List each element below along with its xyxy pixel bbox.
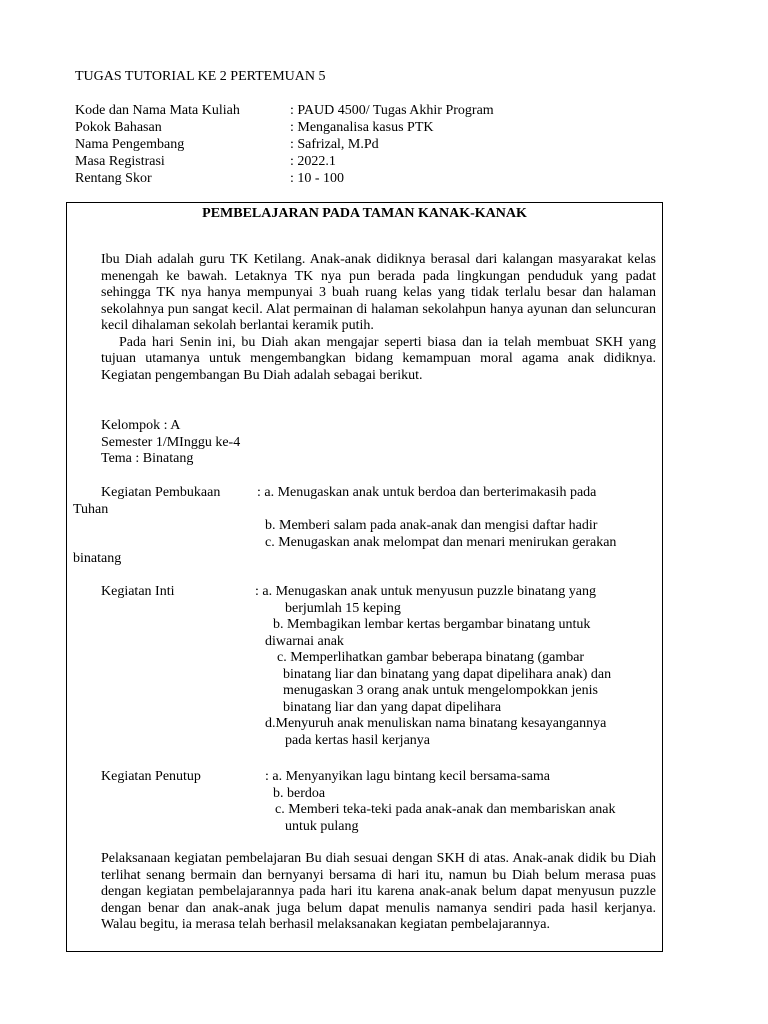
core-item-d-cont: pada kertas hasil kerjanya [285, 732, 430, 748]
semester-line: Semester 1/MInggu ke-4 [101, 434, 241, 450]
paragraph-1: Ibu Diah adalah guru TK Ketilang. Anak-anak didiknya berasal dari kalangan masyarakat kelas menengah ke bawah. Letaknya TK nya pun berada pada lingkungan penduduk yang padat sehingga TK nya hanya mempunyai 3 buah ruang kelas yang tidak terlalu besar dan halaman sekolahnya pun sangat kecil. Alat permainan di halaman sekolahpun hanya ayunan dan seluncuran kecil dihalaman sekolah berlantai keramik putih. [101, 252, 656, 333]
tema-line: Tema : Binatang [101, 451, 194, 466]
core-item-c: c. Memperlihatkan gambar beberapa binatang (gambar [277, 650, 585, 665]
opening-activities [67, 485, 660, 570]
course-info-label: Nama Pengembang [75, 137, 185, 152]
kelompok-line: Kelompok : A [101, 418, 181, 433]
closing-item-a: : a. Menyanyikan lagu bintang kecil bersama-sama [265, 769, 550, 784]
core-activities [67, 584, 660, 754]
closing-activities [67, 769, 660, 839]
case-title: PEMBELAJARAN PADA TAMAN KANAK-KANAK [202, 206, 527, 221]
core-item-a: : a. Menugaskan anak untuk menyusun puzzle binatang yang [255, 584, 596, 599]
paragraph-3: Pelaksanaan kegiatan pembelajaran Bu diah sesuai dengan SKH di atas. Anak-anak didik bu Diah terlihat senang bermain dan bernyanyi bersama di hari itu, namun bu Diah belum merasa puas dengan kegiatan pembelajarannya pada hari itu karena anak-anak belum dapat menyusun puzzle dengan benar dan anak-anak juga belum dapat menulis namanya sendiri pada hasil kerjanya. Walau begitu, ia merasa telah berhasil melaksanakan kegiatan pembelajarannya. [101, 851, 656, 932]
course-info-value: : Menganalisa kasus PTK [290, 120, 434, 135]
core-item-c-cont-3: binatang liar dan yang dapat dipelihara [283, 699, 502, 715]
core-label: Kegiatan Inti [101, 584, 175, 599]
course-info-label: Kode dan Nama Mata Kuliah [75, 103, 240, 118]
case-study-box [66, 202, 663, 952]
course-info-value: : Safrizal, M.Pd [290, 137, 379, 152]
course-info [75, 102, 695, 187]
opening-list [257, 485, 657, 502]
course-info-row [75, 136, 695, 153]
course-info-row [75, 102, 695, 119]
lesson-info [101, 418, 240, 468]
core-item-d: d.Menyuruh anak menuliskan nama binatang kesayangannya [265, 716, 607, 731]
opening-label: Kegiatan Pembukaan [101, 485, 221, 500]
course-info-value: : 2022.1 [290, 154, 336, 169]
opening-item-a: : a. Menugaskan anak untuk berdoa dan berterimakasih pada [257, 485, 597, 500]
course-info-label: Pokok Bahasan [75, 120, 162, 135]
course-info-value: : PAUD 4500/ Tugas Akhir Program [290, 103, 494, 118]
core-item-b: b. Membagikan lembar kertas bergambar binatang untuk [273, 617, 591, 632]
course-info-label: Masa Registrasi [75, 154, 165, 169]
closing-item-b: b. berdoa [273, 785, 326, 801]
opening-item-a-cont: Tuhan [73, 501, 109, 517]
core-item-c-cont-1: binatang liar dan binatang yang dapat dipelihara anak) dan [283, 666, 612, 682]
course-info-label: Rentang Skor [75, 171, 152, 186]
paragraph-2: Pada hari Senin ini, bu Diah akan mengajar seperti biasa dan ia telah membuat SKH yang tujuan utamanya untuk mengembangkan bidang kemampuan moral agama anak didiknya. Kegiatan pengembangan Bu Diah adalah sebagai berikut. [101, 334, 656, 383]
course-info-row [75, 119, 695, 136]
course-info-row [75, 153, 695, 170]
assignment-title: TUGAS TUTORIAL KE 2 PERTEMUAN 5 [75, 69, 326, 84]
opening-item-b: b. Memberi salam pada anak-anak dan mengisi daftar hadir [265, 518, 598, 533]
course-info-row [75, 170, 695, 187]
opening-item-c-cont: binatang [73, 551, 122, 566]
core-item-c-cont-2: menugaskan 3 orang anak untuk mengelompokkan jenis [283, 683, 598, 698]
closing-item-c-cont: untuk pulang [285, 818, 359, 834]
closing-item-c: c. Memberi teka-teki pada anak-anak dan membariskan anak [275, 802, 616, 817]
core-item-b-cont: diwarnai anak [265, 633, 344, 649]
course-info-value: : 10 - 100 [290, 171, 345, 186]
case-conclusion [101, 851, 656, 934]
core-item-a-cont: berjumlah 15 keping [285, 600, 401, 616]
opening-item-c: c. Menugaskan anak melompat dan menari menirukan gerakan [265, 534, 617, 550]
closing-label: Kegiatan Penutup [101, 769, 201, 784]
case-intro [101, 252, 656, 384]
